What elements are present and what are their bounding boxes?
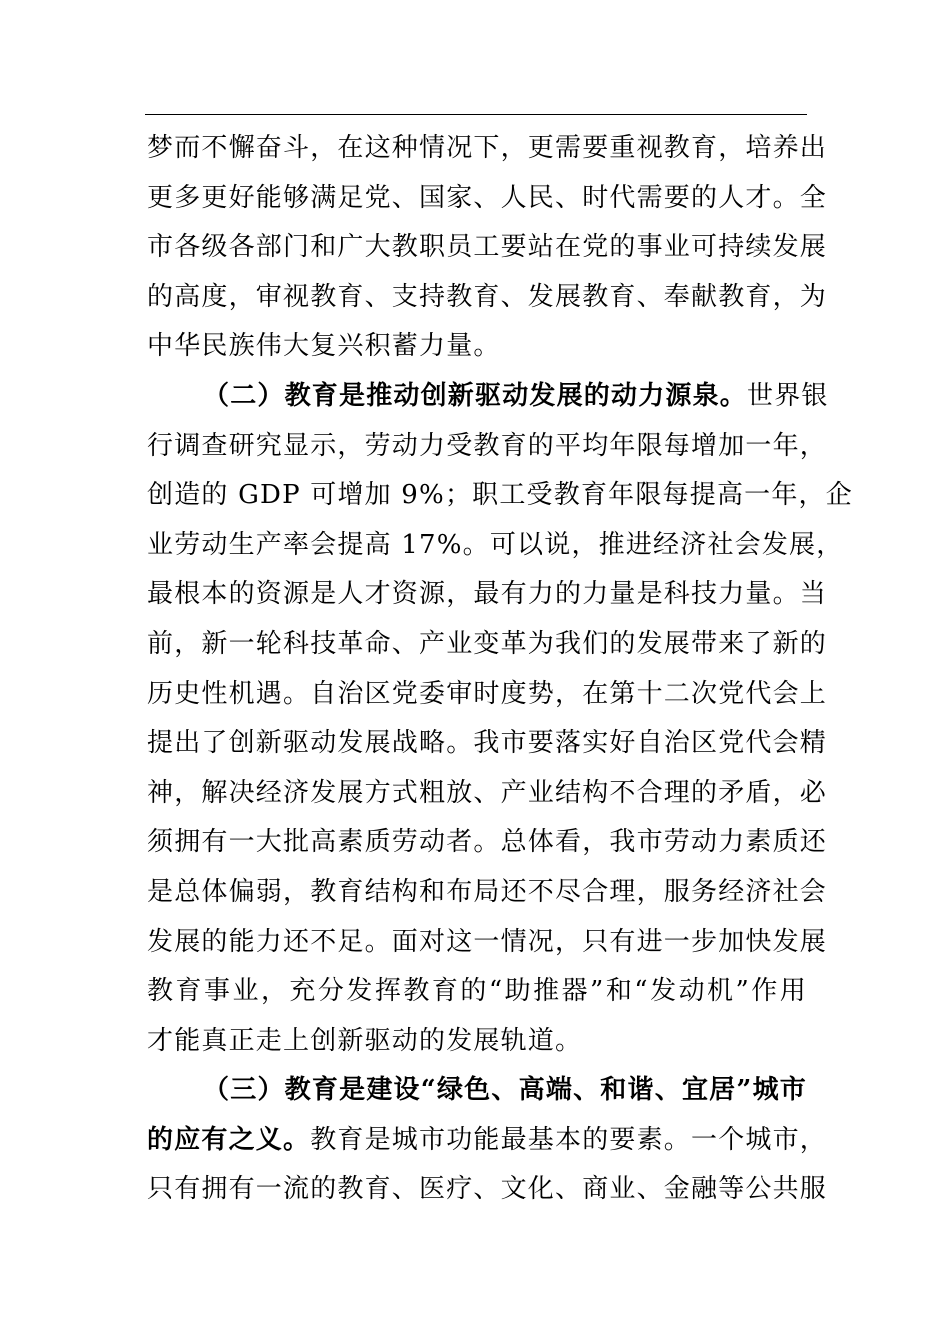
text-line: 须拥有一大批高素质劳动者。总体看，我市劳动力素质还: [147, 827, 828, 858]
section-3-second-line: [147, 1116, 828, 1166]
text-line: 的高度，审视教育、支持教育、发展教育、奉献教育，为: [147, 281, 828, 312]
text-line: 历史性机遇。自治区党委审时度势，在第十二次党代会上: [147, 678, 828, 709]
text-line: 是总体偏弱，教育结构和布局还不尽合理，服务经济社会: [147, 876, 828, 907]
text-line: 前，新一轮科技革命、产业变革为我们的发展带来了新的: [147, 628, 828, 659]
section-3-line2-rest: 教育是城市功能最基本的要素。一个城市，: [310, 1124, 828, 1155]
section-3-heading-end: 的应有之义。: [147, 1124, 311, 1155]
text-line: 发展的能力还不足。面对这一情况，只有进一步加快发展: [147, 926, 828, 957]
text-line: 行调查研究显示，劳动力受教育的平均年限每增加一年，: [147, 430, 828, 461]
text-line: 创造的 GDP 可增加 9%；职工受教育年限每提高一年，企: [147, 480, 853, 511]
section-2-heading: （二）教育是推动创新驱动发展的动力源泉。: [203, 380, 748, 411]
document-body: [147, 124, 853, 1215]
text-line: 只有拥有一流的教育、医疗、文化、商业、金融等公共服: [147, 1174, 828, 1205]
text-line: 提出了创新驱动发展战略。我市要落实好自治区党代会精: [147, 728, 828, 759]
text-line: 中华民族伟大复兴积蓄力量。: [147, 331, 501, 362]
text-line: 市各级各部门和广大教职员工要站在党的事业可持续发展: [147, 232, 828, 263]
section-2-first-rest: 世界银: [747, 380, 829, 411]
text-line: 教育事业，充分发挥教育的“助推器”和“发动机”作用: [147, 976, 807, 1007]
text-line: 业劳动生产率会提高 17%。可以说，推进经济社会发展，: [147, 529, 844, 560]
text-line: 梦而不懈奋斗，在这种情况下，更需要重视教育，培养出: [147, 133, 828, 163]
text-line: 最根本的资源是人才资源，最有力的力量是科技力量。当: [147, 579, 828, 610]
section-2-first-line: [147, 372, 829, 422]
section-3-heading: （三）教育是建设“绿色、高端、和谐、宜居”城市: [203, 1075, 807, 1106]
text-line: 神，解决经济发展方式粗放、产业结构不合理的矛盾，必: [147, 777, 828, 808]
header-rule: [145, 114, 807, 115]
text-line: 才能真正走上创新驱动的发展轨道。: [147, 1025, 583, 1056]
text-line: 更多更好能够满足党、国家、人民、时代需要的人才。全: [147, 182, 828, 213]
